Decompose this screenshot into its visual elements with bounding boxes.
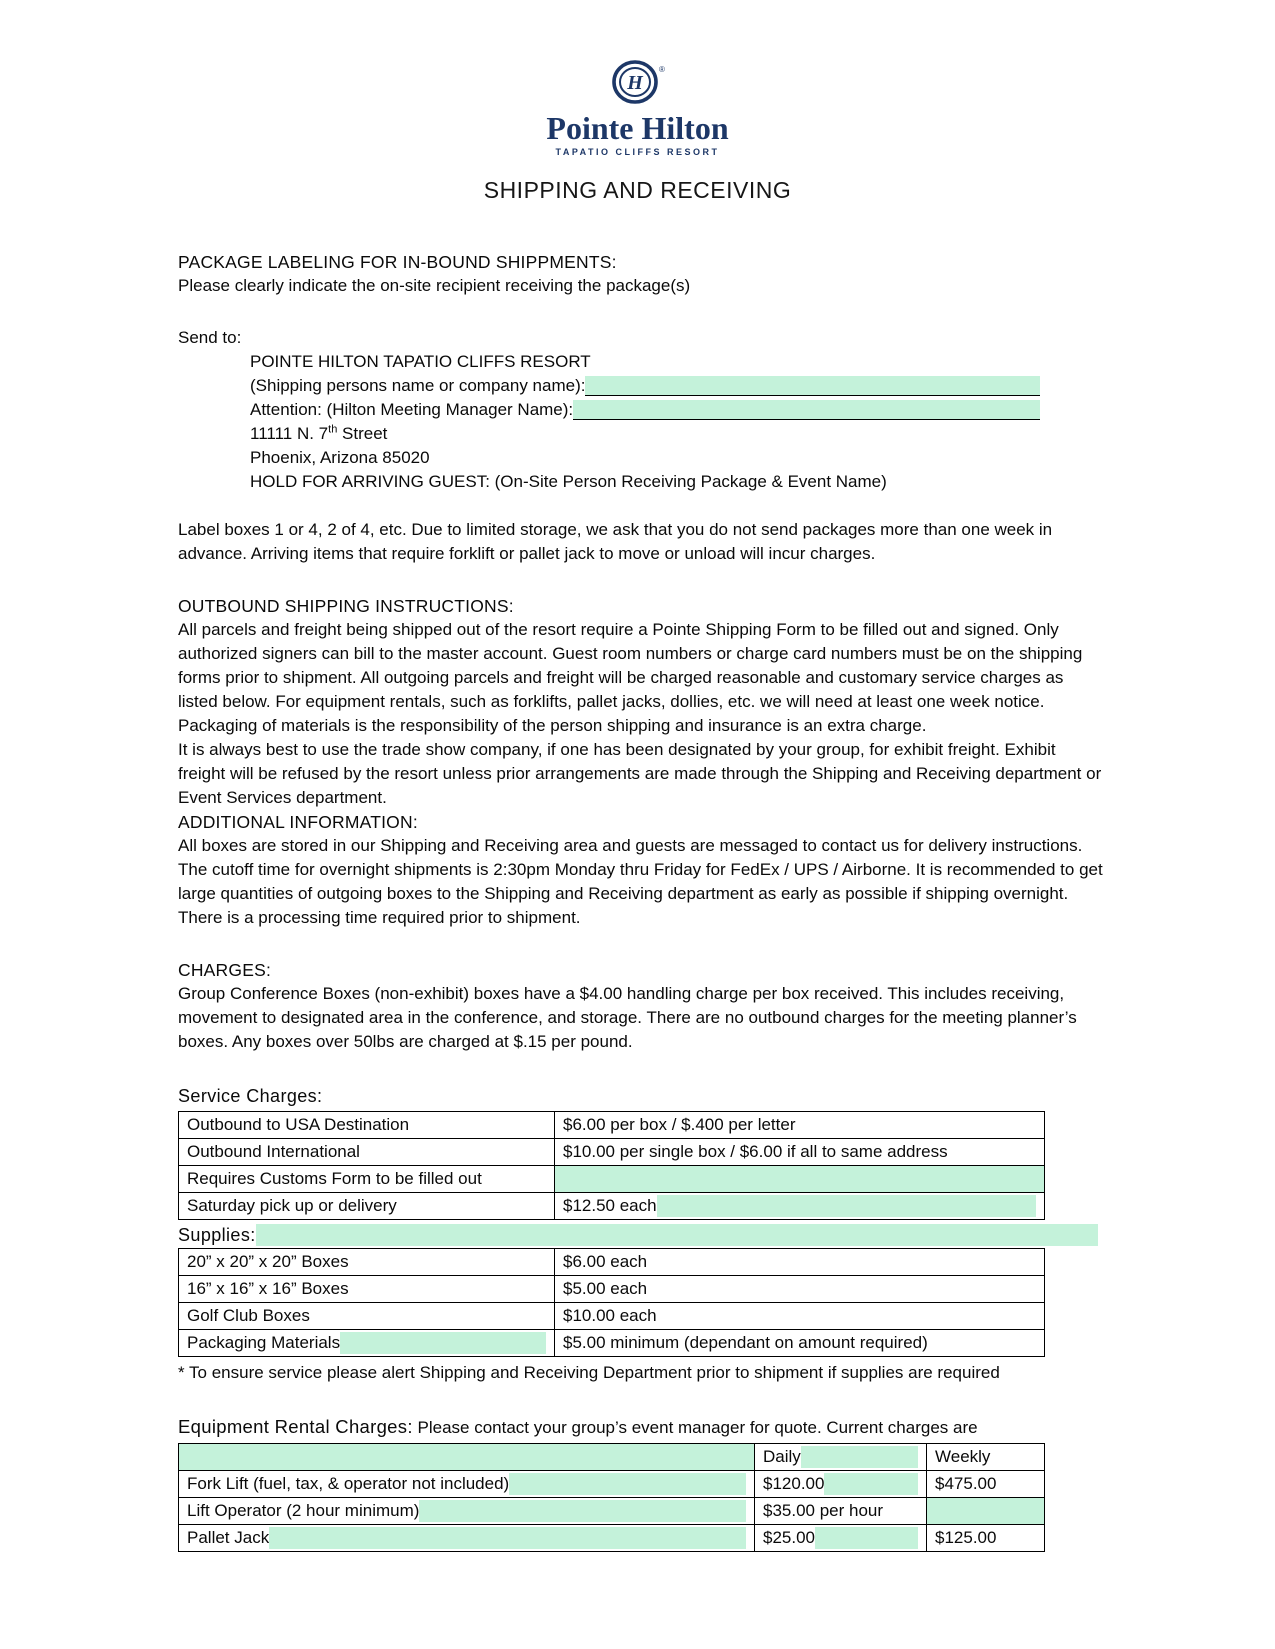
ordinal-superscript: th — [328, 423, 338, 436]
daily-rate: $25.00 — [763, 1528, 815, 1547]
equipment-daily-cell — [755, 1525, 927, 1552]
supply-item-cell — [179, 1330, 555, 1357]
package-labeling-subtext: Please clearly indicate the on-site recipient receiving the package(s) — [178, 276, 691, 295]
table-row — [179, 1303, 1045, 1330]
shipper-name-blank[interactable] — [585, 376, 1040, 396]
supply-item-cell: Golf Club Boxes — [179, 1303, 555, 1330]
outbound-paragraph-1: All parcels and freight being shipped out of the resort require a Pointe Shipping Form to be filled out and signed. Only authorized signers can bill to the master account. Guest room numbers or charge card numbers must be on the shipping forms prior to shipment. All outgoing parcels and freight will be charged reasonable and customary service charges as listed below. For equipment rentals, such as forklifts, pallet jacks, dollies, etc. we will need at least one week notice. Packaging of materials is the responsibility of the person shipping and insurance is an extra charge. — [178, 620, 1083, 735]
heading-additional-information: ADDITIONAL INFORMATION: — [178, 812, 418, 832]
equipment-item-label: Pallet Jack — [187, 1528, 270, 1547]
supply-charge-cell: $10.00 each — [555, 1303, 1045, 1330]
shipper-name-field-label: (Shipping persons name or company name): — [250, 376, 586, 395]
equipment-weekly-cell: $475.00 — [927, 1471, 1045, 1498]
address-street-number: 11111 N. 7 — [250, 424, 329, 443]
service-charge-cell: $6.00 per box / $.400 per letter — [555, 1112, 1045, 1139]
equipment-heading-line — [178, 1415, 1103, 1440]
blank-highlight-cell — [555, 1166, 1045, 1193]
charges-paragraph: Group Conference Boxes (non-exhibit) boxes have a $4.00 handling charge per box received. This includes receiving, movement to designated area in the conference, and storage. There are no outbound charges for the meeting planner’s boxes. Any boxes over 50lbs are charged at $.15 per pound. — [178, 984, 1077, 1051]
daily-rate: $120.00 — [763, 1474, 825, 1493]
supply-item-cell: 16” x 16” x 16” Boxes — [179, 1276, 555, 1303]
supplies-table — [178, 1248, 1045, 1357]
table-row — [179, 1112, 1045, 1139]
logo-brand-text: Pointe Hilton — [546, 110, 729, 146]
equipment-item-cell — [179, 1471, 755, 1498]
blank-highlight — [269, 1527, 746, 1549]
service-charges-table — [178, 1111, 1045, 1220]
supplies-footnote: * To ensure service please alert Shipping and Receiving Department prior to shipment if supplies are required — [178, 1363, 1000, 1382]
blank-highlight — [824, 1473, 918, 1495]
equipment-daily-cell — [755, 1471, 927, 1498]
attention-field-label: Attention: (Hilton Meeting Manager Name): — [250, 400, 574, 419]
column-header-daily — [755, 1444, 927, 1471]
table-row — [179, 1330, 1045, 1357]
equipment-rental-table — [178, 1443, 1045, 1552]
blank-highlight — [256, 1224, 1098, 1246]
table-row — [179, 1166, 1045, 1193]
blank-highlight — [340, 1332, 546, 1354]
equipment-weekly-cell: $125.00 — [927, 1525, 1045, 1552]
shipper-name-field — [250, 374, 1040, 398]
blank-highlight — [815, 1527, 918, 1549]
table-row — [179, 1249, 1045, 1276]
blank-highlight-cell — [927, 1498, 1045, 1525]
supply-charge-cell: $5.00 minimum (dependant on amount required) — [555, 1330, 1045, 1357]
address-line-1 — [250, 422, 1040, 446]
table-row — [179, 1471, 1045, 1498]
additional-information-paragraph: All boxes are stored in our Shipping and Receiving area and guests are messaged to contact us for delivery instructions. The cutoff time for overnight shipments is 2:30pm Monday thru Friday for FedEx / UPS / Airborne. It is recommended to get large quantities of outgoing boxes to the Shipping and Receiving department as early as possible if shipping overnight. There is a processing time required prior to shipment. — [178, 836, 1103, 927]
equipment-daily-cell: $35.00 per hour — [755, 1498, 927, 1525]
label-boxes-note: Label boxes 1 or 4, 2 of 4, etc. Due to limited storage, we ask that you do not send packages more than one week in advance. Arriving items that require forklift or pallet jack to move or unload will incur charges. — [178, 520, 1053, 563]
outbound-paragraph-2: It is always best to use the trade show company, if one has been designated by your group, for exhibit freight. Exhibit freight will be refused by the resort unless prior arrangements are made through the Shipping and Receiving department or Event Services department. — [178, 740, 1102, 807]
table-row — [179, 1193, 1045, 1220]
address-line-2: Phoenix, Arizona 85020 — [250, 448, 430, 467]
blank-highlight — [801, 1446, 918, 1468]
service-charge-cell — [555, 1193, 1045, 1220]
table-row — [179, 1276, 1045, 1303]
supply-charge-cell: $6.00 each — [555, 1249, 1045, 1276]
column-header-weekly: Weekly — [927, 1444, 1045, 1471]
registered-mark: ® — [658, 65, 665, 74]
equipment-item-cell — [179, 1498, 755, 1525]
blank-highlight — [419, 1500, 746, 1522]
service-item-cell: Saturday pick up or delivery — [179, 1193, 555, 1220]
hold-for-guest-line: HOLD FOR ARRIVING GUEST: (On-Site Person Receiving Package & Event Name) — [250, 472, 887, 491]
table-row — [179, 1525, 1045, 1552]
equipment-item-label: Lift Operator (2 hour minimum) — [187, 1501, 420, 1520]
service-item-cell: Outbound International — [179, 1139, 555, 1166]
service-item-cell: Requires Customs Form to be filled out — [179, 1166, 555, 1193]
service-item-cell: Outbound to USA Destination — [179, 1112, 555, 1139]
supply-item-label: Packaging Materials — [187, 1333, 341, 1352]
blank-highlight — [657, 1195, 1036, 1217]
heading-outbound-shipping: OUTBOUND SHIPPING INSTRUCTIONS: — [178, 596, 514, 616]
attention-field — [250, 398, 1040, 422]
attention-name-blank[interactable] — [573, 400, 1040, 420]
supply-item-cell: 20” x 20” x 20” Boxes — [179, 1249, 555, 1276]
document-body — [178, 250, 1103, 1552]
table-header-row — [179, 1444, 1045, 1471]
table-row — [179, 1139, 1045, 1166]
blank-highlight-cell — [179, 1444, 755, 1471]
svg-text:H: H — [626, 72, 643, 94]
service-charges-label: Service Charges: — [178, 1086, 323, 1106]
logo-block — [0, 58, 1275, 157]
blank-highlight — [509, 1473, 746, 1495]
charge-value: $12.50 each — [563, 1196, 657, 1215]
supplies-label: Supplies: — [178, 1225, 256, 1245]
send-to-block — [250, 350, 1040, 494]
equipment-heading: Equipment Rental Charges: — [178, 1416, 413, 1437]
heading-package-labeling: PACKAGE LABELING FOR IN-BOUND SHIPPMENTS: — [178, 252, 617, 272]
supplies-heading-row — [178, 1222, 1098, 1248]
equipment-subtext: Please contact your group’s event manager for quote. Current charges are — [412, 1418, 978, 1437]
resort-name-line: POINTE HILTON TAPATIO CLIFFS RESORT — [250, 352, 591, 371]
address-street-name: Street — [337, 424, 388, 443]
supply-charge-cell: $5.00 each — [555, 1276, 1045, 1303]
hilton-crest-icon — [607, 58, 669, 110]
send-to-label: Send to: — [178, 328, 242, 347]
page-title: SHIPPING AND RECEIVING — [483, 177, 792, 203]
daily-header-label: Daily — [763, 1447, 801, 1466]
equipment-item-label: Fork Lift (fuel, tax, & operator not included) — [187, 1474, 510, 1493]
service-charge-cell: $10.00 per single box / $6.00 if all to same address — [555, 1139, 1045, 1166]
table-row — [179, 1498, 1045, 1525]
equipment-item-cell — [179, 1525, 755, 1552]
logo-tagline: TAPATIO CLIFFS RESORT — [555, 147, 720, 157]
heading-charges: CHARGES: — [178, 960, 272, 980]
